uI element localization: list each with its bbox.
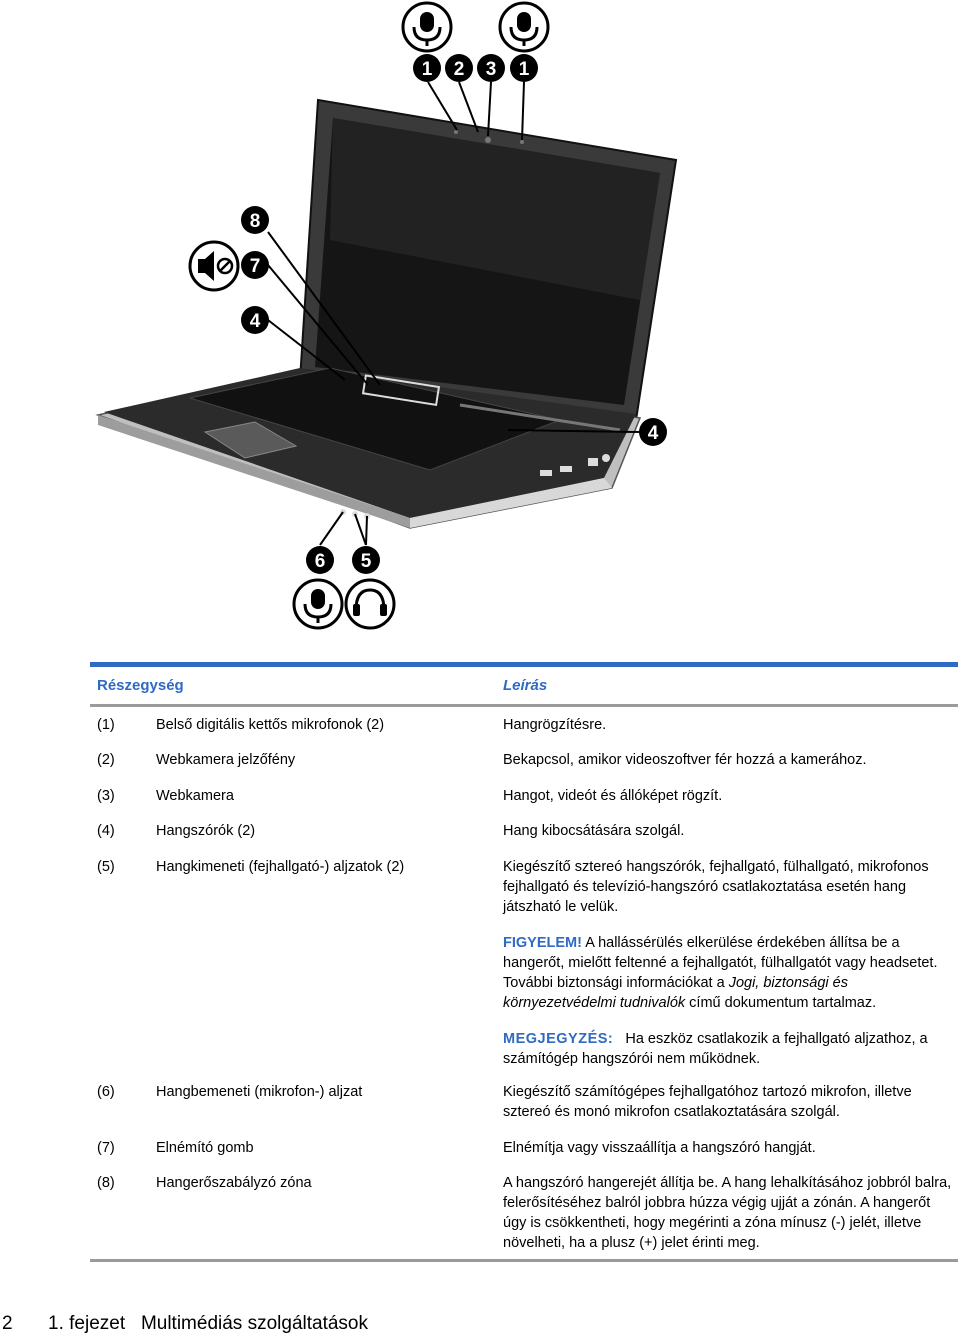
laptop-illustration	[0, 0, 960, 650]
svg-text:2: 2	[453, 59, 465, 80]
header-component: Részegység	[97, 677, 184, 694]
warning-label: FIGYELEM!	[503, 935, 582, 951]
svg-text:3: 3	[485, 59, 497, 80]
speaker-mute-icon	[190, 242, 238, 290]
callout-top-3	[477, 54, 505, 82]
table-bottom-rule	[90, 1259, 958, 1262]
row-number: (7)	[97, 1140, 115, 1156]
mic-dot-left	[454, 130, 458, 134]
row-description	[503, 857, 953, 1069]
page-number: 2	[2, 1313, 13, 1334]
svg-text:1: 1	[421, 59, 433, 80]
row-description: Hang kibocsátására szolgál.	[503, 823, 685, 839]
row-description: Hangot, videót és állóképet rögzít.	[503, 788, 723, 804]
row-number: (8)	[97, 1175, 115, 1191]
chapter-title: 1. fejezet Multimédiás szolgáltatások	[48, 1313, 368, 1334]
row-description: Kiegészítő számítógépes fejhallgatóhoz tartozó mikrofon, illetve sztereó és monó mikrofon csatlakoztatására szolgál.	[503, 1084, 912, 1120]
header-rule	[90, 704, 958, 707]
row-number: (6)	[97, 1084, 115, 1100]
warning-italic-title: Jogi, biztonsági és környezetvédelmi tudnivalók	[503, 975, 848, 1011]
row-component: Elnémító gomb	[156, 1140, 254, 1156]
svg-text:7: 7	[249, 256, 261, 277]
svg-text:6: 6	[314, 551, 326, 572]
svg-text:4: 4	[647, 423, 659, 444]
header-description: Leírás	[503, 677, 548, 694]
callout-top-4	[510, 54, 538, 82]
webcam-dot	[485, 137, 491, 143]
svg-text:1: 1	[518, 59, 530, 80]
callout-left-7	[241, 251, 269, 279]
note-text: Ha eszköz csatlakozik a fejhallgató aljzathoz, a számítógép hangszórói nem működnek.	[503, 1031, 928, 1067]
row-number: (5)	[97, 859, 115, 875]
row-number: (3)	[97, 788, 115, 804]
callout-bottom-5	[352, 546, 380, 574]
svg-text:4: 4	[249, 311, 261, 332]
warning-block	[503, 933, 953, 1013]
row-component: Hangkimeneti (fejhallgató-) aljzatok (2)	[156, 859, 405, 875]
row-number: (4)	[97, 823, 115, 839]
headphones-icon	[346, 580, 394, 628]
microphone-icon	[500, 3, 548, 51]
row-component: Webkamera	[156, 788, 234, 804]
note-label: MEGJEGYZÉS:	[503, 1031, 614, 1047]
row-component: Hangbemeneti (mikrofon-) aljzat	[156, 1084, 363, 1100]
note-block	[503, 1029, 953, 1069]
microphone-icon	[294, 580, 342, 628]
callout-top-2	[445, 54, 473, 82]
row-number: (2)	[97, 752, 115, 768]
svg-text:5: 5	[360, 551, 372, 572]
row-component: Belső digitális kettős mikrofonok (2)	[156, 717, 385, 733]
row-component: Webkamera jelzőfény	[156, 752, 296, 768]
row-component: Hangerőszabályzó zóna	[156, 1175, 312, 1191]
row-description: A hangszóró hangerejét állítja be. A hang lehalkításához jobbról balra, felerősítéséhez balról jobbra húzza végig ujját a zónán. A hangerőt úgy is csökkentheti, hogy megérinti a zóna mínusz (-) jelét, illetve növelheti, ha a plusz (+) jelet érinti meg.	[503, 1175, 952, 1251]
row-description-text: Kiegészítő sztereó hangszórók, fejhallgató, fülhallgató, mikrofonos fejhallgató és televízió-hangszóró csatlakoztatása esetén hang játszható le velük.	[503, 859, 929, 915]
microphone-icon	[403, 3, 451, 51]
svg-text:8: 8	[249, 211, 261, 232]
mic-dot-right	[520, 140, 524, 144]
row-description: Elnémítja vagy visszaállítja a hangszóró hangját.	[503, 1140, 816, 1156]
row-description: Hangrögzítésre.	[503, 717, 607, 733]
callout-left-8	[241, 206, 269, 234]
row-description: Bekapcsol, amikor videoszoftver fér hozzá a kamerához.	[503, 752, 867, 768]
callout-right-4	[639, 418, 667, 446]
row-number: (1)	[97, 717, 115, 733]
callout-top-1	[413, 54, 441, 82]
callout-bottom-6	[306, 546, 334, 574]
warning-text-1: A hallássérülés elkerülése érdekében állítsa be a hangerőt, mielőtt feltenné a fejhallgatót, fülhallgatót vagy headsetet. További biztonsági információkat a	[503, 935, 938, 991]
warning-text-2: című dokumentum tartalmaz.	[685, 995, 877, 1011]
callout-left-4	[241, 306, 269, 334]
row-component: Hangszórók (2)	[156, 823, 256, 839]
table-top-rule	[90, 662, 958, 667]
